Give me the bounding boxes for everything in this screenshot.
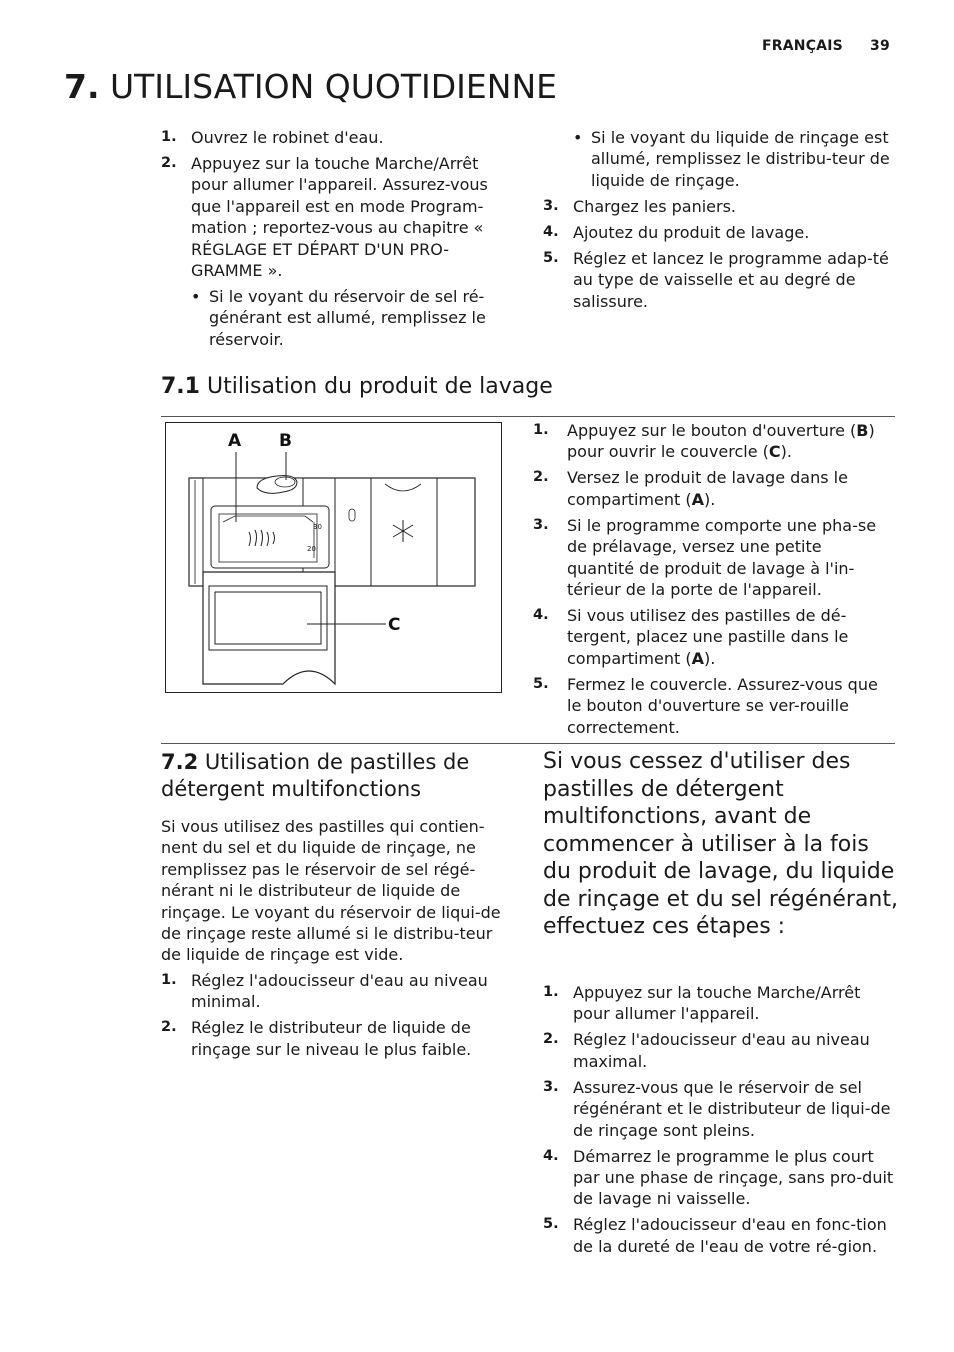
key-ref: A: [691, 489, 704, 509]
bullet-item: [573, 127, 898, 191]
list-item: [161, 127, 511, 148]
stop-section-heading: Si vous cessez d'utiliser des pastilles de détergent multifonctions, avant de commencer à utiliser à la fois du produit de lavage, du liquide de rinçage et du sel régénérant, effectuez ces étapes :: [543, 749, 898, 939]
step-text-part: ) pour ouvrir le couvercle (: [567, 421, 875, 462]
section-title: Utilisation du produit de lavage: [206, 374, 553, 399]
step-text: Fermez le couvercle. Assurez-vous que le bouton d'ouverture se ver-rouille correctement.: [567, 674, 878, 737]
list-item: [543, 1214, 898, 1257]
list-item: [533, 605, 888, 669]
list-item: [533, 467, 888, 510]
list-item: [543, 196, 898, 217]
list-item: [533, 674, 888, 738]
step-number: 1.: [161, 129, 177, 145]
section-7-2-heading: [161, 749, 511, 803]
step-number: 5.: [543, 1216, 559, 1233]
step-number: 4.: [543, 1147, 559, 1164]
step-number: 1.: [543, 984, 559, 1000]
list-item: [543, 1077, 898, 1141]
section-7-1-steps: [533, 420, 888, 743]
step-text-part: Versez le produit de lavage dans le compartiment (: [567, 468, 848, 509]
label-b: B: [279, 431, 292, 451]
list-item: [533, 420, 888, 463]
list-item: [161, 1017, 511, 1060]
step-text: Chargez les paniers.: [573, 196, 736, 216]
step-number: 3.: [543, 197, 559, 214]
step-number: 2.: [161, 155, 177, 171]
chapter-number: 7.: [64, 67, 100, 106]
list-item: [533, 515, 888, 601]
right-bullets: [573, 127, 898, 191]
step-number: 4.: [543, 223, 559, 240]
list-item: [543, 248, 898, 312]
step-number: 3.: [533, 516, 549, 533]
step-text-part: ).: [780, 442, 792, 462]
step-number: 1.: [161, 972, 177, 988]
list-item: [543, 1146, 898, 1210]
step-text: [567, 467, 888, 510]
step-number: 2.: [161, 1019, 177, 1036]
chapter-title: [64, 62, 557, 112]
step-number: 3.: [543, 1078, 559, 1095]
key-ref: B: [856, 421, 869, 440]
bullet-item: [191, 286, 511, 350]
step-text-part: Si vous utilisez des pastilles de dé-tergent, placez une pastille dans le compartiment (: [567, 606, 849, 668]
bullet-glyph: •: [573, 128, 583, 147]
step-text: Réglez l'adoucisseur d'eau en fonc-tion de la dureté de l'eau de votre ré-gion.: [573, 1215, 887, 1256]
scale-30: 30: [313, 523, 322, 531]
step-text: Appuyez sur la touche Marche/Arrêt pour allumer l'appareil. Assurez-vous que l'appareil est en mode Program-mation ; reportez-vous au chapitre « RÉGLAGE ET DÉPART D'UN PRO-GRAMME ».: [191, 154, 488, 281]
chapter-title-text: UTILISATION QUOTIDIENNE: [110, 67, 557, 106]
page-number: 39: [870, 38, 890, 54]
section-7-1-heading: [161, 373, 553, 400]
bullet-text: Si le voyant du réservoir de sel ré-générant est allumé, remplissez le réservoir.: [209, 287, 486, 349]
step-number: 2.: [533, 469, 549, 486]
step-text: Ajoutez du produit de lavage.: [573, 222, 810, 242]
dispenser-diagram: [165, 422, 502, 693]
step-text: [567, 420, 888, 463]
section-7-2-paragraph: Si vous utilisez des pastilles qui contien-nent du sel et du liquide de rinçage, ne remplissez pas le réservoir de sel régé-nérant ni le distributeur de liquide de rinçage. Le voyant du réservoir de liqui-de de rinçage reste allumé si le distribu-teur de liquide de rinçage est vide.: [161, 817, 501, 965]
step-number: 4.: [533, 607, 549, 624]
step-text: Réglez le distributeur de liquide de rinçage sur le niveau le plus faible.: [191, 1018, 472, 1059]
step-text: Assurez-vous que le réservoir de sel régénérant et le distributeur de liqui-de de rinçage sont pleins.: [573, 1077, 891, 1140]
list-item: [543, 982, 898, 1025]
intro-left-steps: [161, 127, 511, 355]
step-text-part: ).: [704, 648, 716, 668]
section-7-2-steps: [161, 970, 511, 1065]
scale-20: 20: [307, 545, 316, 553]
step-text: Si le programme comporte une pha-se de prélavage, versez une petite quantité de produit de lavage à l'in-térieur de la porte de l'appareil.: [567, 515, 877, 600]
step-text: Réglez l'adoucisseur d'eau au niveau maximal.: [573, 1030, 870, 1071]
sub-bullets: [191, 286, 511, 350]
step-text: Réglez l'adoucisseur d'eau au niveau minimal.: [191, 971, 488, 1012]
list-item: [161, 970, 511, 1013]
section-number: 7.2: [161, 750, 199, 774]
intro-right-column: [543, 127, 898, 317]
step-number: 5.: [543, 249, 559, 266]
key-ref: A: [691, 648, 704, 668]
section-number: 7.1: [161, 374, 200, 399]
step-number: 2.: [543, 1031, 559, 1048]
intro-right-steps: [543, 196, 898, 312]
bullet-text: Si le voyant du liquide de rinçage est allumé, remplissez le distribu-teur de liquide de rinçage.: [591, 128, 890, 190]
step-text: [567, 605, 888, 669]
step-text-part: Appuyez sur le bouton d'ouverture (: [567, 421, 857, 440]
section-title: Utilisation de pastilles de détergent multifonctions: [161, 750, 470, 801]
step-text: Ouvrez le robinet d'eau.: [191, 128, 384, 147]
key-ref: C: [768, 442, 781, 462]
stop-section-steps: [543, 982, 898, 1262]
list-item: [161, 153, 511, 350]
section-divider: [161, 416, 895, 417]
dispenser-figure: [165, 422, 502, 693]
bullet-glyph: •: [191, 287, 201, 307]
step-text: Réglez et lancez le programme adap-té au type de vaisselle et au degré de salissure.: [573, 248, 889, 311]
label-c: C: [388, 615, 401, 635]
list-item: [543, 1029, 898, 1072]
label-a: A: [228, 431, 242, 451]
list-item: [543, 222, 898, 243]
step-text-part: ).: [704, 489, 716, 509]
section-divider: [161, 743, 895, 744]
step-number: 1.: [533, 422, 549, 438]
header-language: FRANÇAIS: [762, 38, 843, 54]
step-number: 5.: [533, 675, 549, 692]
step-text: Appuyez sur la touche Marche/Arrêt pour allumer l'appareil.: [573, 983, 861, 1024]
step-text: Démarrez le programme le plus court par une phase de rinçage, sans pro-duit de lavage ni vaisselle.: [573, 1146, 894, 1209]
